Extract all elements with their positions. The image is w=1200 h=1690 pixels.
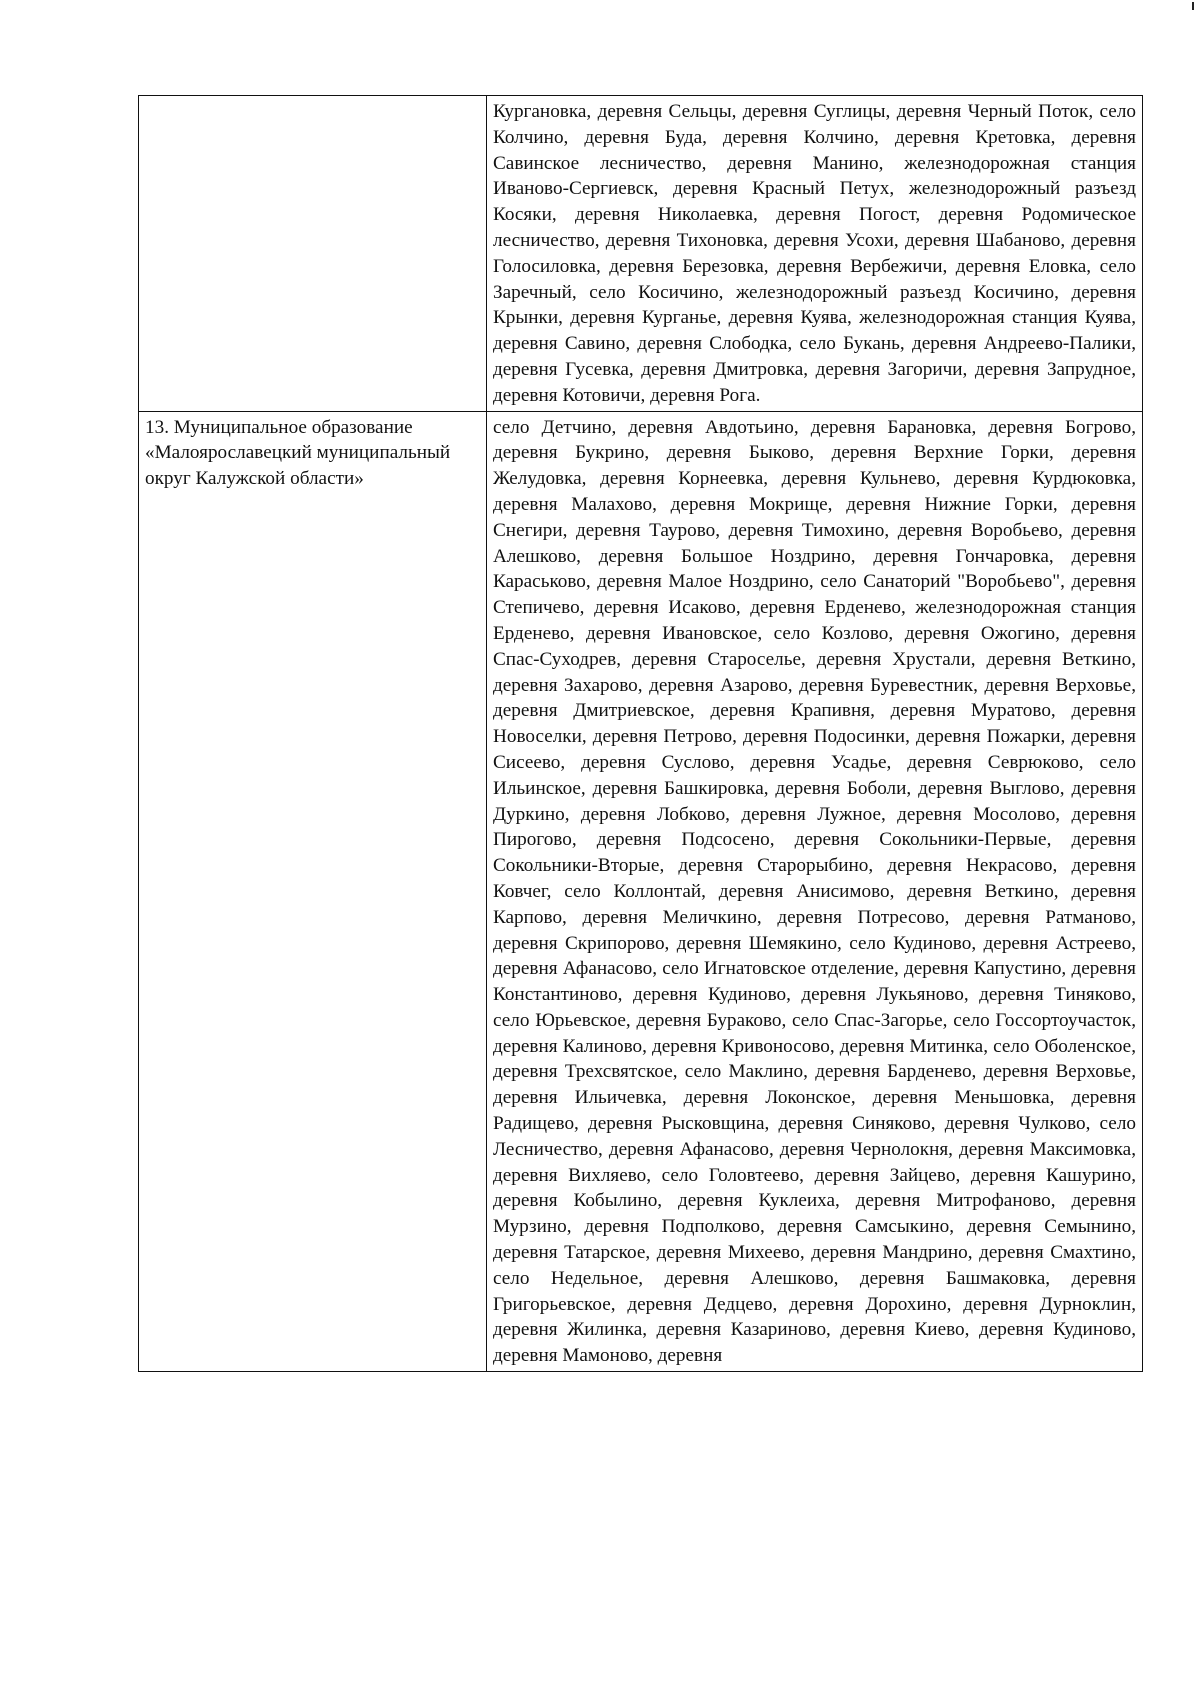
settlements-cell — [487, 96, 1143, 412]
settlements-list: Кургановка, деревня Сельцы, деревня Суглицы, деревня Черный Поток, село Колчино, деревня Буда, деревня Колчино, деревня Кретовка, деревня Савинское лесничество, деревня Манино, железнодорожная станция Иваново-Сергиевск, деревня Красный Петух, железнодорожный разъезд Косяки, деревня Николаевка, деревня Погост, деревня Родомическое лесничество, деревня Тихоновка, деревня Усохи, деревня Шабаново, деревня Голосиловка, деревня Березовка, деревня Вербежичи, деревня Еловка, село Заречный, село Косичино, железнодорожный разъезд Косичино, деревня Крынки, деревня Курганье, деревня Куява, железнодорожная станция Куява, деревня Савино, деревня Слободка, село Букань, деревня Андреево-Палики, деревня Гусевка, деревня Дмитровка, деревня Загоричи, деревня Запрудное, деревня Котовичи, деревня Рога. — [493, 101, 1136, 406]
table-row — [139, 411, 1143, 1371]
settlements-list: село Детчино, деревня Авдотьино, деревня Барановка, деревня Богрово, деревня Букрино, деревня Быково, деревня Верхние Горки, деревня Желудовка, деревня Корнеевка, деревня Кульнево, деревня Курдюковка, деревня Малахово, деревня Мокрище, деревня Нижние Горки, деревня Снегири, деревня Таурово, деревня Тимохино, деревня Воробьево, деревня Алешково, деревня Большое Ноздрино, деревня Гончаровка, деревня Караськово, деревня Малое Ноздрино, село Санаторий "Воробьево", деревня Степичево, деревня Исаково, деревня Ерденево, железнодорожная станция Ерденево, деревня Ивановское, село Козлово, деревня Ожогино, деревня Спас-Суходрев, деревня Староселье, деревня Хрустали, деревня Веткино, деревня Захарово, деревня Азарово, деревня Буревестник, деревня Верховье, деревня Дмитриевское, деревня Крапивня, деревня Муратово, деревня Новоселки, деревня Петрово, деревня Подосинки, деревня Пожарки, деревня Сисеево, деревня Суслово, деревня Усадье, деревня Севрюково, село Ильинское, деревня Башкировка, деревня Боболи, деревня Выглово, деревня Дуркино, деревня Лобково, деревня Лужное, деревня Мосолово, деревня Пирогово, деревня Подсосено, деревня Сокольники-Первые, деревня Сокольники-Вторые, деревня Старорыбино, деревня Некрасово, деревня Ковчег, село Коллонтай, деревня Анисимово, деревня Веткино, деревня Карпово, деревня Меличкино, деревня Потресово, деревня Ратманово, деревня Скрипорово, деревня Шемякино, село Кудиново, деревня Астреево, деревня Афанасово, село Игнатовское отделение, деревня Капустино, деревня Константиново, деревня Кудиново, деревня Лукьяново, деревня Тиняково, село Юрьевское, деревня Бураково, село Спас-Загорье, село Госсортоучасток, деревня Калиново, деревня Кривоносово, деревня Митинка, село Оболенское, деревня Трехсвятское, село Маклино, деревня Барденево, деревня Верховье, деревня Ильичевка, деревня Локонское, деревня Меньшовка, деревня Радищево, деревня Рысковщина, деревня Синяково, деревня Чулково, село Лесничество, деревня Афанасово, деревня Чернолокня, деревня Максимовка, деревня Вихляево, село Головтеево, деревня Зайцево, деревня Кашурино, деревня Кобылино, деревня Куклеиха, деревня Митрофаново, деревня Мурзино, деревня Подполково, деревня Самсыкино, деревня Семынино, деревня Татарское, деревня Михеево, деревня Мандрино, деревня Смахтино, село Недельное, деревня Алешково, деревня Башмаковка, деревня Григорьевское, деревня Дедцево, деревня Дорохино, деревня Дурноклин, деревня Жилинка, деревня Казариново, деревня Киево, деревня Кудиново, деревня Мамоново, деревня — [493, 416, 1136, 1367]
municipality-name-cell — [139, 96, 487, 412]
municipal-settlements-table — [138, 95, 1143, 1372]
municipality-name-cell — [139, 411, 487, 1371]
municipality-name: 13. Муниципальное образование «Малоярославецкий муниципальный округ Калужской области» — [145, 416, 451, 490]
settlements-cell — [487, 411, 1143, 1371]
table-row — [139, 96, 1143, 412]
scan-corner-mark — [1192, 2, 1194, 10]
